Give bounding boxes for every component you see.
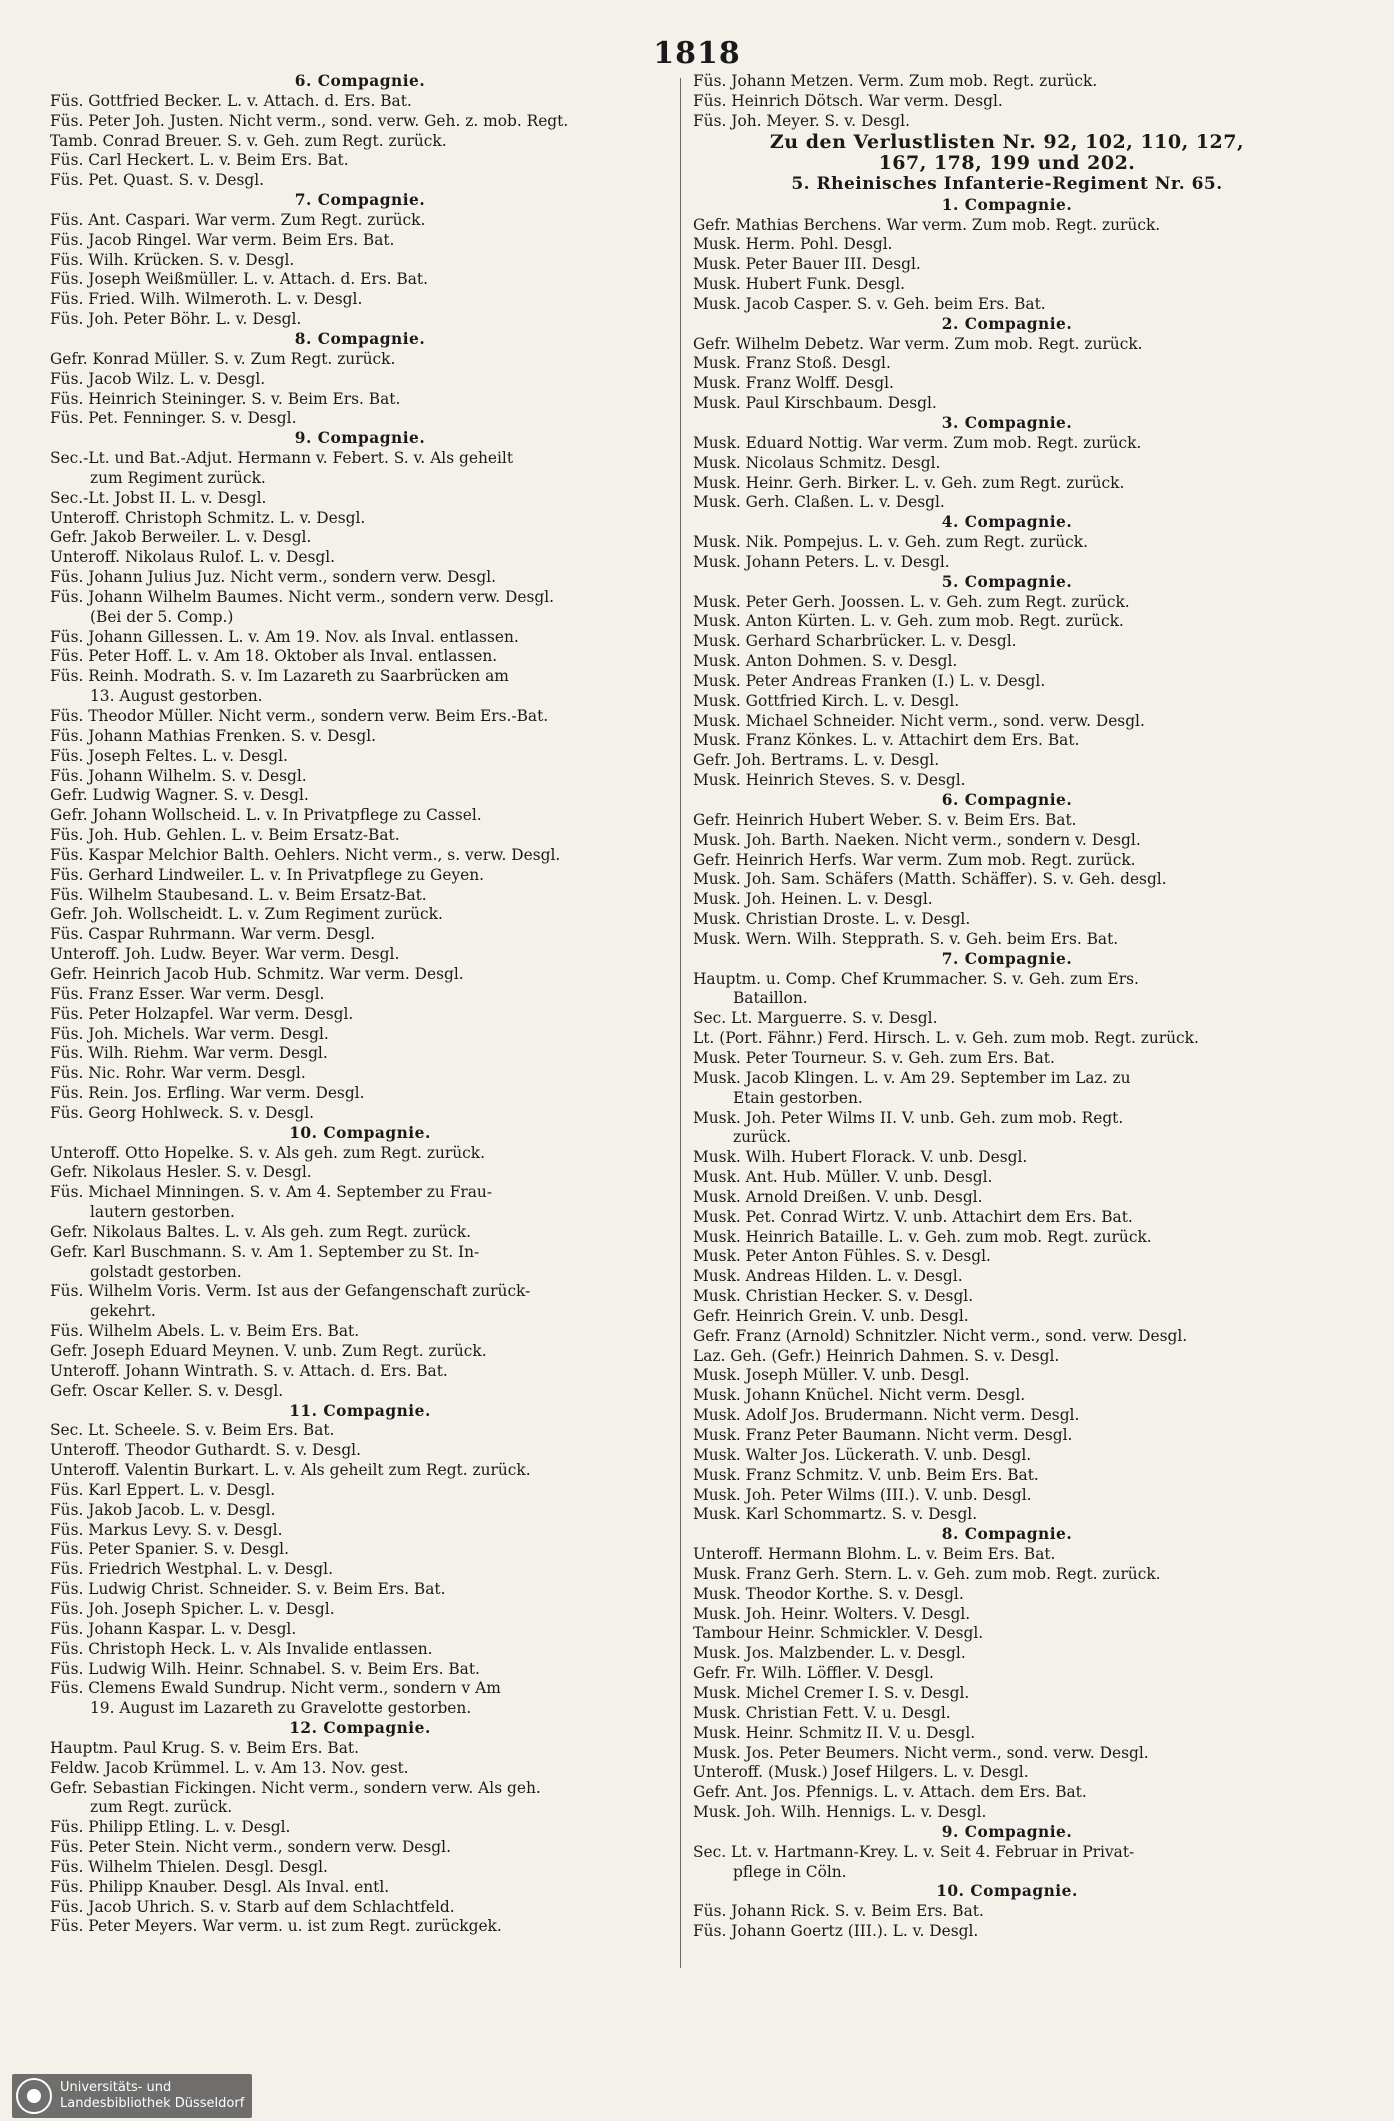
- roster-entry: Musk. Heinr. Schmitz II. V. u. Desgl.: [693, 1723, 976, 1742]
- roster-entry: Musk. Hubert Funk. Desgl.: [693, 275, 906, 294]
- roster-entry: Hauptm. u. Comp. Chef Krummacher. S. v. Geh. zum Ers.: [693, 969, 1139, 988]
- library-logo-icon: [16, 2078, 52, 2114]
- roster-entry: Musk. Michael Schneider. Nicht verm., sond. verw. Desgl.: [693, 711, 1145, 730]
- roster-entry-continuation: zum Regiment zurück.: [90, 468, 266, 487]
- roster-entry: Unteroff. Nikolaus Rulof. L. v. Desgl.: [50, 548, 336, 567]
- roster-entry: Füs. Johann Metzen. Verm. Zum mob. Regt. zurück.: [693, 72, 1098, 90]
- roster-entry: Füs. Reinh. Modrath. S. v. Im Lazareth zu Saarbrücken am: [50, 667, 509, 686]
- roster-entry: Musk. Adolf Jos. Brudermann. Nicht verm. Desgl.: [693, 1406, 1080, 1425]
- roster-entry: Füs. Wilhelm Abels. L. v. Beim Ers. Bat.: [50, 1322, 360, 1341]
- roster-entry: Gefr. Heinrich Grein. V. unb. Desgl.: [693, 1306, 969, 1325]
- roster-entry: Musk. Jacob Casper. S. v. Geh. beim Ers. Bat.: [693, 294, 1046, 313]
- company-heading: 7. Compagnie.: [294, 191, 426, 210]
- company-heading: 8. Compagnie.: [941, 1525, 1073, 1544]
- roster-entry: Füs. Johann Kaspar. L. v. Desgl.: [50, 1619, 297, 1638]
- roster-entry: Lt. (Port. Fähnr.) Ferd. Hirsch. L. v. Geh. zum mob. Regt. zurück.: [693, 1029, 1199, 1048]
- roster-entry: Musk. Franz Peter Baumann. Nicht verm. Desgl.: [693, 1426, 1073, 1445]
- section-title: 167, 178, 199 und 202.: [878, 151, 1136, 174]
- roster-entry: Füs. Jacob Wilz. L. v. Desgl.: [50, 369, 266, 388]
- roster-entry: Füs. Franz Esser. War verm. Desgl.: [50, 984, 325, 1003]
- roster-entry: Gefr. Johann Wollscheid. L. v. In Privatpflege zu Cassel.: [50, 806, 482, 825]
- library-footer: [12, 2074, 252, 2118]
- roster-entry: Füs. Johann Julius Juz. Nicht verm., sondern verw. Desgl.: [50, 568, 497, 587]
- roster-entry: Füs. Theodor Müller. Nicht verm., sondern verw. Beim Ers.-Bat.: [50, 707, 549, 725]
- roster-entry: Füs. Caspar Ruhrmann. War verm. Desgl.: [50, 925, 376, 944]
- roster-entry: Füs. Jakob Jacob. L. v. Desgl.: [50, 1500, 276, 1519]
- roster-entry-continuation: zum Regt. zurück.: [90, 1798, 233, 1817]
- roster-entry: Musk. Ant. Hub. Müller. V. unb. Desgl.: [693, 1168, 993, 1187]
- roster-entry: Musk. Andreas Hilden. L. v. Desgl.: [693, 1267, 963, 1286]
- roster-entry: Gefr. Konrad Müller. S. v. Zum Regt. zurück.: [50, 349, 396, 368]
- roster-entry: Füs. Wilhelm Thielen. Desgl. Desgl.: [50, 1857, 328, 1876]
- company-heading: 6. Compagnie.: [294, 72, 426, 90]
- roster-entry: Musk. Franz Wolff. Desgl.: [693, 374, 894, 393]
- roster-entry: Musk. Michel Cremer I. S. v. Desgl.: [693, 1683, 970, 1702]
- roster-entry: Sec.-Lt. Jobst II. L. v. Desgl.: [50, 488, 267, 507]
- roster-entry-continuation: (Bei der 5. Comp.): [90, 607, 234, 626]
- roster-entry: Sec. Lt. Marguerre. S. v. Desgl.: [693, 1009, 938, 1028]
- roster-entry: Füs. Georg Hohlweck. S. v. Desgl.: [50, 1103, 315, 1122]
- roster-entry: Füs. Johann Gillessen. L. v. Am 19. Nov. als Inval. entlassen.: [50, 627, 519, 646]
- roster-entry: Füs. Gerhard Lindweiler. L. v. In Privatpflege zu Geyen.: [50, 865, 485, 884]
- roster-entry-continuation: gekehrt.: [90, 1302, 156, 1321]
- roster-entry: Füs. Pet. Fenninger. S. v. Desgl.: [50, 409, 297, 428]
- company-heading: 9. Compagnie.: [941, 1822, 1073, 1841]
- roster-entry: Füs. Wilh. Krücken. S. v. Desgl.: [50, 250, 295, 269]
- roster-entry: Füs. Clemens Ewald Sundrup. Nicht verm., sondern v Am: [50, 1679, 501, 1698]
- roster-entry: Füs. Michael Minningen. S. v. Am 4. September zu Frau-: [50, 1183, 493, 1202]
- roster-entry: Musk. Anton Dohmen. S. v. Desgl.: [693, 652, 958, 671]
- roster-entry: Unteroff. Christoph Schmitz. L. v. Desgl.: [50, 508, 366, 527]
- roster-entry: Musk. Christian Hecker. S. v. Desgl.: [693, 1287, 974, 1306]
- roster-entry: Musk. Franz Schmitz. V. unb. Beim Ers. Bat.: [693, 1465, 1039, 1484]
- roster-entry: Gefr. Joh. Bertrams. L. v. Desgl.: [693, 751, 940, 770]
- roster-entry: Füs. Kaspar Melchior Balth. Oehlers. Nicht verm., s. verw. Desgl.: [50, 845, 561, 864]
- roster-entry: Gefr. Mathias Berchens. War verm. Zum mob. Regt. zurück.: [693, 215, 1161, 234]
- roster-entry: Füs. Fried. Wilh. Wilmeroth. L. v. Desgl.: [50, 290, 363, 309]
- roster-entry: Gefr. Joseph Eduard Meynen. V. unb. Zum Regt. zurück.: [50, 1342, 487, 1360]
- roster-entry: Musk. Gottfried Kirch. L. v. Desgl.: [693, 691, 960, 710]
- company-heading: 6. Compagnie.: [941, 791, 1073, 810]
- regiment-title: 5. Rheinisches Infanterie-Regiment Nr. 65.: [791, 174, 1223, 195]
- roster-entry: Füs. Jacob Uhrich. S. v. Starb auf dem Schlachtfeld.: [50, 1897, 455, 1916]
- roster-entry: Gefr. Fr. Wilh. Löffler. V. Desgl.: [693, 1664, 934, 1683]
- roster-entry: Musk. Nik. Pompejus. L. v. Geh. zum Regt. zurück.: [693, 533, 1089, 552]
- roster-entry: Gefr. Oscar Keller. S. v. Desgl.: [50, 1381, 284, 1400]
- section-title: Zu den Verlustlisten Nr. 92, 102, 110, 127,: [769, 130, 1245, 153]
- roster-entry: Musk. Wern. Wilh. Stepprath. S. v. Geh. beim Ers. Bat.: [693, 929, 1119, 948]
- roster-entry: Füs. Heinrich Steininger. S. v. Beim Ers. Bat.: [50, 389, 401, 408]
- company-heading: 4. Compagnie.: [941, 513, 1073, 532]
- roster-entry: Musk. Eduard Nottig. War verm. Zum mob. Regt. zurück.: [693, 433, 1142, 452]
- roster-entry: Füs. Joseph Feltes. L. v. Desgl.: [50, 746, 288, 765]
- roster-entry: Musk. Paul Kirschbaum. Desgl.: [693, 394, 937, 413]
- roster-entry: Füs. Wilhelm Staubesand. L. v. Beim Ersatz-Bat.: [50, 885, 427, 904]
- roster-entry: Füs. Wilh. Riehm. War verm. Desgl.: [50, 1044, 328, 1063]
- roster-entry: Musk. Arnold Dreißen. V. unb. Desgl.: [693, 1187, 983, 1206]
- roster-entry: Unteroff. Otto Hopelke. S. v. Als geh. zum Regt. zurück.: [50, 1143, 485, 1162]
- roster-entry: Unteroff. (Musk.) Josef Hilgers. L. v. Desgl.: [693, 1763, 1029, 1782]
- roster-entry: Sec. Lt. v. Hartmann-Krey. L. v. Seit 4. Februar in Privat-: [693, 1842, 1135, 1861]
- roster-entry: Füs. Ant. Caspari. War verm. Zum Regt. zurück.: [50, 210, 426, 229]
- roster-entry: Füs. Peter Joh. Justen. Nicht verm., sond. verw. Geh. z. mob. Regt.: [50, 111, 569, 130]
- roster-entry-continuation: lautern gestorben.: [90, 1203, 235, 1222]
- roster-entry: Füs. Peter Stein. Nicht verm., sondern verw. Desgl.: [50, 1838, 451, 1857]
- roster-entry: Füs. Heinrich Dötsch. War verm. Desgl.: [693, 91, 1003, 110]
- company-heading: 3. Compagnie.: [941, 413, 1073, 432]
- roster-entry: Unteroff. Johann Wintrath. S. v. Attach. d. Ers. Bat.: [50, 1361, 448, 1380]
- roster-entry: Unteroff. Hermann Blohm. L. v. Beim Ers. Bat.: [693, 1545, 1056, 1564]
- roster-entry: Musk. Franz Könkes. L. v. Attachirt dem Ers. Bat.: [693, 731, 1080, 750]
- roster-entry: Füs. Markus Levy. S. v. Desgl.: [50, 1520, 283, 1539]
- roster-entry: Gefr. Karl Buschmann. S. v. Am 1. September zu St. In-: [50, 1242, 480, 1261]
- roster-entry: Musk. Joh. Peter Wilms II. V. unb. Geh. zum mob. Regt.: [693, 1108, 1124, 1127]
- footer-line-2: Landesbibliothek Düsseldorf: [60, 2096, 245, 2111]
- page-number: 1818: [653, 36, 741, 71]
- roster-entry: Musk. Peter Gerh. Joossen. L. v. Geh. zum Regt. zurück.: [693, 592, 1130, 611]
- roster-entry: Musk. Gerhard Scharbrücker. L. v. Desgl.: [693, 632, 1017, 651]
- roster-entry: Unteroff. Valentin Burkart. L. v. Als geheilt zum Regt. zurück.: [50, 1461, 531, 1480]
- roster-entry: Gefr. Wilhelm Debetz. War verm. Zum mob. Regt. zurück.: [693, 334, 1143, 353]
- roster-entry: Laz. Geh. (Gefr.) Heinrich Dahmen. S. v. Desgl.: [693, 1346, 1060, 1365]
- company-heading: 5. Compagnie.: [941, 572, 1073, 591]
- roster-entry-continuation: pflege in Cöln.: [733, 1862, 847, 1881]
- roster-entry: Füs. Johann Wilhelm Baumes. Nicht verm., sondern verw. Desgl.: [50, 587, 555, 606]
- roster-entry: Füs. Ludwig Christ. Schneider. S. v. Beim Ers. Bat.: [50, 1580, 446, 1599]
- company-heading: 7. Compagnie.: [941, 949, 1073, 968]
- roster-entry: Füs. Pet. Quast. S. v. Desgl.: [50, 171, 265, 190]
- roster-entry: Gefr. Nikolaus Baltes. L. v. Als geh. zum Regt. zurück.: [50, 1222, 472, 1241]
- roster-entry: Musk. Joh. Sam. Schäfers (Matth. Schäffer). S. v. Geh. desgl.: [693, 870, 1167, 889]
- roster-entry: Musk. Joh. Heinr. Wolters. V. Desgl.: [693, 1604, 971, 1623]
- roster-entry: Musk. Joh. Wilh. Hennigs. L. v. Desgl.: [693, 1803, 987, 1822]
- roster-entry: Sec. Lt. Scheele. S. v. Beim Ers. Bat.: [50, 1421, 335, 1440]
- roster-entry: Musk. Jos. Peter Beumers. Nicht verm., sond. verw. Desgl.: [693, 1743, 1149, 1762]
- roster-entry: Tamb. Conrad Breuer. S. v. Geh. zum Regt. zurück.: [50, 131, 447, 150]
- roster-entry: Hauptm. Paul Krug. S. v. Beim Ers. Bat.: [50, 1738, 359, 1757]
- roster-entry: Füs. Carl Heckert. L. v. Beim Ers. Bat.: [50, 151, 349, 170]
- roster-entry: Musk. Franz Gerh. Stern. L. v. Geh. zum mob. Regt. zurück.: [693, 1564, 1161, 1583]
- roster-entry: Musk. Theodor Korthe. S. v. Desgl.: [693, 1584, 964, 1603]
- roster-entry: Füs. Philipp Etling. L. v. Desgl.: [50, 1818, 291, 1837]
- roster-entry: Füs. Johann Wilhelm. S. v. Desgl.: [50, 766, 307, 785]
- roster-entry-continuation: 13. August gestorben.: [90, 687, 263, 706]
- roster-entry: Gefr. Sebastian Fickingen. Nicht verm., sondern verw. Als geh.: [50, 1778, 541, 1797]
- roster-entry: Füs. Peter Hoff. L. v. Am 18. Oktober als Inval. entlassen.: [50, 647, 498, 666]
- roster-entry: Musk. Peter Bauer III. Desgl.: [693, 255, 921, 274]
- roster-entry: Musk. Pet. Conrad Wirtz. V. unb. Attachirt dem Ers. Bat.: [693, 1207, 1133, 1226]
- roster-entry: Musk. Anton Kürten. L. v. Geh. zum mob. Regt. zurück.: [693, 612, 1124, 631]
- roster-entry: Gefr. Joh. Wollscheidt. L. v. Zum Regiment zurück.: [50, 905, 443, 924]
- roster-entry: Unteroff. Joh. Ludw. Beyer. War verm. Desgl.: [50, 945, 400, 964]
- roster-entry: Gefr. Heinrich Jacob Hub. Schmitz. War verm. Desgl.: [50, 964, 464, 983]
- roster-entry: Musk. Walter Jos. Lückerath. V. unb. Desgl.: [693, 1445, 1032, 1464]
- roster-entry-continuation: Bataillon.: [733, 989, 808, 1008]
- roster-entry: Musk. Heinrich Steves. S. v. Desgl.: [693, 771, 966, 790]
- roster-entry-continuation: Etain gestorben.: [733, 1088, 863, 1107]
- roster-entry: Füs. Joh. Meyer. S. v. Desgl.: [693, 111, 910, 130]
- roster-entry: Füs. Joseph Weißmüller. L. v. Attach. d. Ers. Bat.: [50, 270, 428, 289]
- company-heading: 2. Compagnie.: [941, 314, 1073, 333]
- company-heading: 10. Compagnie.: [289, 1123, 431, 1142]
- roster-entry: Füs. Rein. Jos. Erfling. War verm. Desgl.: [50, 1084, 365, 1103]
- roster-entry: Füs. Joh. Michels. War verm. Desgl.: [50, 1024, 329, 1043]
- roster-entry-continuation: 19. August im Lazareth zu Gravelotte gestorben.: [90, 1699, 472, 1718]
- roster-entry: Füs. Johann Mathias Frenken. S. v. Desgl.: [50, 726, 377, 745]
- roster-entry: Füs. Karl Eppert. L. v. Desgl.: [50, 1480, 276, 1499]
- roster-entry: Füs. Nic. Rohr. War verm. Desgl.: [50, 1064, 306, 1083]
- column-divider: [680, 78, 681, 1968]
- roster-entry: Musk. Peter Andreas Franken (I.) L. v. Desgl.: [693, 671, 1046, 690]
- roster-entry: Feldw. Jacob Krümmel. L. v. Am 13. Nov. gest.: [50, 1758, 409, 1777]
- roster-entry: Musk. Joh. Barth. Naeken. Nicht verm., sondern v. Desgl.: [693, 830, 1141, 849]
- roster-entry: Füs. Christoph Heck. L. v. Als Invalide entlassen.: [50, 1639, 433, 1658]
- roster-entry: Musk. Joh. Peter Wilms (III.). V. unb. Desgl.: [693, 1485, 1032, 1504]
- roster-entry: Musk. Christian Droste. L. v. Desgl.: [693, 910, 971, 929]
- roster-entry: Gefr. Heinrich Hubert Weber. S. v. Beim Ers. Bat.: [693, 810, 1077, 829]
- roster-entry: Musk. Joh. Heinen. L. v. Desgl.: [693, 890, 933, 909]
- roster-entry: Gefr. Ludwig Wagner. S. v. Desgl.: [50, 786, 309, 805]
- roster-entry: Musk. Nicolaus Schmitz. Desgl.: [693, 453, 941, 472]
- roster-entry: Musk. Wilh. Hubert Florack. V. unb. Desgl.: [693, 1148, 1028, 1167]
- roster-entry: Musk. Heinr. Gerh. Birker. L. v. Geh. zum Regt. zurück.: [693, 473, 1125, 492]
- roster-entry-continuation: zurück.: [733, 1128, 792, 1147]
- roster-entry: Füs. Philipp Knauber. Desgl. Als Inval. entl.: [50, 1877, 390, 1896]
- roster-entry: Gefr. Nikolaus Hesler. S. v. Desgl.: [50, 1163, 312, 1182]
- roster-entry: Füs. Peter Meyers. War verm. u. ist zum Regt. zurückgek.: [50, 1917, 502, 1936]
- roster-entry: Füs. Peter Holzapfel. War verm. Desgl.: [50, 1004, 354, 1023]
- roster-entry: Füs. Friedrich Westphal. L. v. Desgl.: [50, 1560, 333, 1579]
- roster-entry: Füs. Gottfried Becker. L. v. Attach. d. Ers. Bat.: [50, 91, 412, 110]
- roster-entry: Musk. Gerh. Claßen. L. v. Desgl.: [693, 493, 945, 512]
- roster-entry: Füs. Wilhelm Voris. Verm. Ist aus der Gefangenschaft zurück-: [50, 1282, 531, 1301]
- roster-entry: Musk. Franz Stoß. Desgl.: [693, 354, 891, 373]
- company-heading: 9. Compagnie.: [294, 429, 426, 448]
- roster-entry: Tambour Heinr. Schmickler. V. Desgl.: [693, 1624, 984, 1643]
- roster-entry: Musk. Joseph Müller. V. unb. Desgl.: [693, 1366, 970, 1385]
- roster-entry: Füs. Ludwig Wilh. Heinr. Schnabel. S. v. Beim Ers. Bat.: [50, 1659, 480, 1678]
- footer-line-1: Universitäts- und: [60, 2080, 172, 2095]
- roster-entry: Gefr. Ant. Jos. Pfennigs. L. v. Attach. dem Ers. Bat.: [693, 1783, 1087, 1802]
- roster-entry: Gefr. Jakob Berweiler. L. v. Desgl.: [50, 528, 312, 547]
- roster-entry: Füs. Johann Goertz (III.). L. v. Desgl.: [693, 1922, 979, 1941]
- roster-entry: Gefr. Franz (Arnold) Schnitzler. Nicht verm., sond. verw. Desgl.: [693, 1326, 1188, 1345]
- roster-entry: Unteroff. Theodor Guthardt. S. v. Desgl.: [50, 1441, 361, 1460]
- roster-entry: Füs. Peter Spanier. S. v. Desgl.: [50, 1540, 289, 1559]
- company-heading: 8. Compagnie.: [294, 329, 426, 348]
- roster-entry: Musk. Karl Schommartz. S. v. Desgl.: [693, 1505, 978, 1524]
- roster-entry-continuation: golstadt gestorben.: [90, 1262, 242, 1281]
- roster-entry: Musk. Jacob Klingen. L. v. Am 29. September im Laz. zu: [693, 1068, 1131, 1087]
- roster-entry: Musk. Heinrich Bataille. L. v. Geh. zum mob. Regt. zurück.: [693, 1227, 1152, 1246]
- roster-entry: Füs. Johann Rick. S. v. Beim Ers. Bat.: [693, 1902, 984, 1921]
- roster-entry: Gefr. Heinrich Herfs. War verm. Zum mob. Regt. zurück.: [693, 850, 1136, 869]
- roster-entry: Musk. Herm. Pohl. Desgl.: [693, 235, 893, 254]
- roster-entry: Füs. Joh. Peter Böhr. L. v. Desgl.: [50, 310, 302, 329]
- company-heading: 1. Compagnie.: [941, 195, 1073, 214]
- roster-entry: Musk. Jos. Malzbender. L. v. Desgl.: [693, 1644, 966, 1663]
- roster-entry: Musk. Peter Anton Fühles. S. v. Desgl.: [693, 1247, 991, 1266]
- right-column: [693, 72, 1321, 1942]
- roster-entry: Musk. Johann Knüchel. Nicht verm. Desgl.: [693, 1386, 1026, 1405]
- left-column: [50, 72, 670, 1937]
- roster-entry: Sec.-Lt. und Bat.-Adjut. Hermann v. Febert. S. v. Als geheilt: [50, 449, 514, 468]
- roster-entry: Musk. Christian Fett. V. u. Desgl.: [693, 1703, 951, 1722]
- roster-entry: Füs. Joh. Joseph Spicher. L. v. Desgl.: [50, 1599, 335, 1618]
- company-heading: 10. Compagnie.: [936, 1882, 1078, 1901]
- company-heading: 12. Compagnie.: [289, 1719, 431, 1738]
- roster-entry: Musk. Peter Tourneur. S. v. Geh. zum Ers. Bat.: [693, 1048, 1055, 1067]
- roster-entry: Füs. Joh. Hub. Gehlen. L. v. Beim Ersatz-Bat.: [50, 826, 400, 845]
- roster-entry: Musk. Johann Peters. L. v. Desgl.: [693, 552, 950, 571]
- company-heading: 11. Compagnie.: [289, 1401, 431, 1420]
- roster-entry: Füs. Jacob Ringel. War verm. Beim Ers. Bat.: [50, 230, 395, 249]
